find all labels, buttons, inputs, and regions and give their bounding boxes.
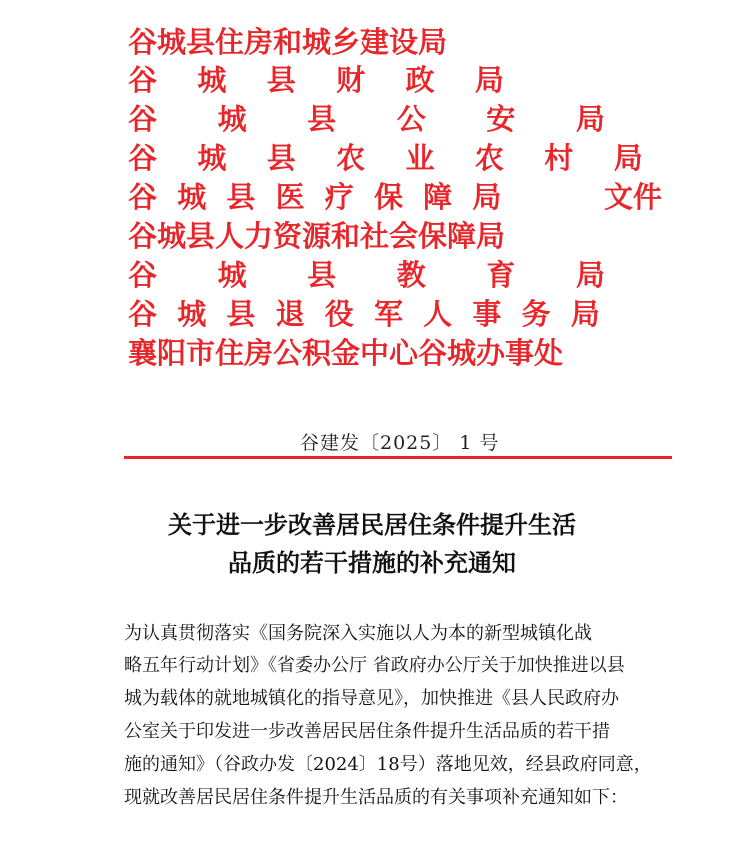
body-line-6: 现就改善居民居住条件提升生活品质的有关事项补充通知如下： <box>124 787 628 808</box>
body-line-2: 略五年行动计划》《省委办公厅 省政府办公厅关于加快推进以县 <box>124 655 625 676</box>
title-line-2: 品质的若干措施的补充通知 <box>228 548 516 577</box>
body-line-5: 施的通知》（谷政办发〔2024〕18号）落地见效，经县政府同意， <box>124 754 652 775</box>
issuer-line-9: 襄阳市住房公积金中心谷城办事处 <box>128 336 564 370</box>
title-line-1: 关于进一步改善居民居住条件提升生活 <box>168 510 576 539</box>
red-separator <box>124 456 672 459</box>
body-line-1: 为认真贯彻落实《国务院深入实施以人为本的新型城镇化战 <box>124 623 592 644</box>
issuer-line-8: 谷 城 县 退 役 军 人 事 务 局 <box>128 297 600 331</box>
issuer-line-1: 谷城县住房和城乡建设局 <box>128 25 448 59</box>
issuer-line-4: 谷 城 县 农 业 农 村 局 <box>128 141 643 175</box>
issuer-line-5: 谷 城 县 医 疗 保 障 局 <box>128 180 502 214</box>
issuer-line-2: 谷 城 县 财 政 局 <box>128 63 504 97</box>
issuer-line-6: 谷城县人力资源和社会保障局 <box>128 219 506 253</box>
issuer-line-3: 谷 城 县 公 安 局 <box>128 102 605 136</box>
document-number: 谷建发〔2025〕 1 号 <box>300 432 500 454</box>
issuer-suffix: 文件 <box>604 180 663 214</box>
issuer-line-7: 谷 城 县 教 育 局 <box>128 258 605 292</box>
body-line-4: 公室关于印发进一步改善居民居住条件提升生活品质的若干措 <box>124 721 610 742</box>
body-line-3: 城为载体的就地城镇化的指导意见》，加快推进《县人民政府办 <box>124 688 619 709</box>
